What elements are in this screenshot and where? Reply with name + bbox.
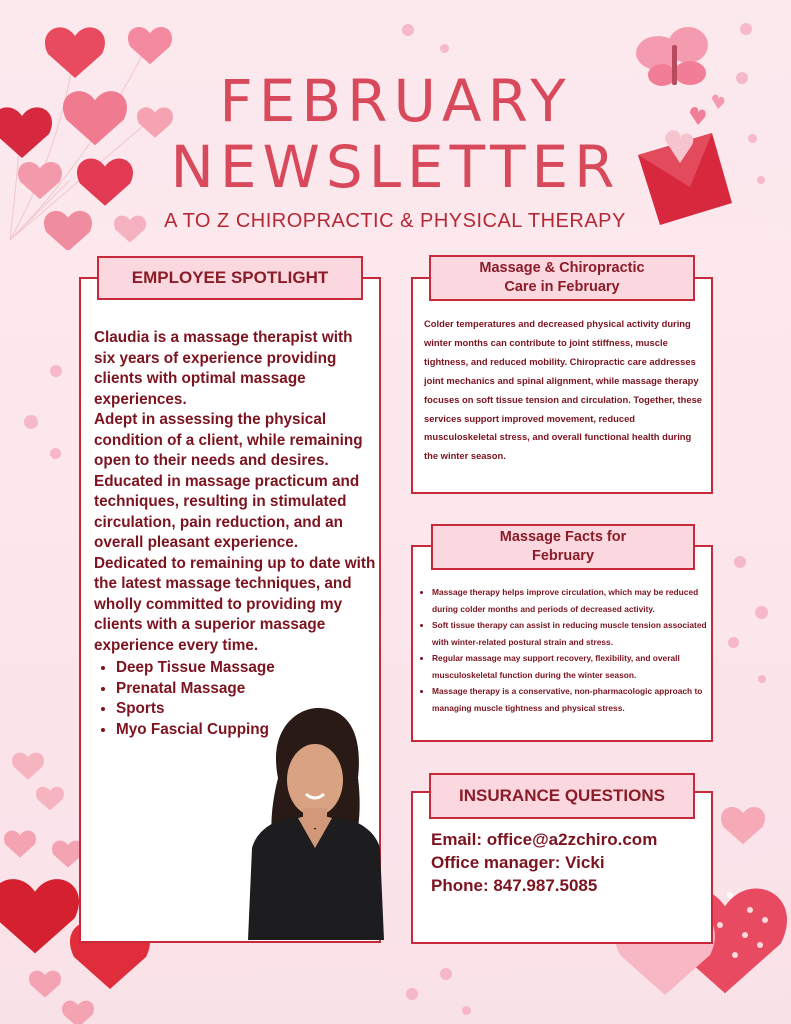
decor-dot — [50, 448, 61, 459]
fact-item: • Massage therapy helps improve circulation, which may be reduced during colder months and periods of decreased activity. — [432, 584, 710, 617]
decor-dot — [462, 1006, 471, 1015]
decor-dot — [728, 637, 739, 648]
bio-paragraph: Adept in assessing the physical condition of a client, while remaining open to their needs and desires. — [94, 411, 363, 469]
skill-item: • Myo Fascial Cupping — [116, 720, 376, 741]
bio-paragraph: Claudia is a massage therapist with six years of experience providing clients with optimal massage experiences. — [94, 329, 353, 408]
fact-item: • Regular massage may support recovery, flexibility, and overall musculoskeletal function during the winter season. — [432, 650, 710, 683]
insurance-heading: INSURANCE QUESTIONS — [429, 773, 695, 819]
decor-dot — [24, 415, 38, 429]
contact-manager: Office manager: Vicki — [431, 853, 605, 872]
decor-dot — [755, 606, 768, 619]
skill-item: • Deep Tissue Massage — [116, 658, 376, 679]
bio-paragraph: Dedicated to remaining up to date with the latest massage techniques, and wholly committed to providing my clients with a superior massage experience every time. — [94, 554, 376, 654]
fact-item: • Massage therapy is a conservative, non-pharmacologic approach to managing muscle tightness and physical stress. — [432, 683, 710, 716]
decor-dot — [50, 365, 62, 377]
insurance-contact — [431, 828, 701, 897]
newsletter-subtitle: A TO Z CHIROPRACTIC & PHYSICAL THERAPY — [164, 210, 626, 232]
skill-item: • Sports — [116, 699, 376, 720]
fact-item: • Soft tissue therapy can assist in reducing muscle tension associated with winter-related postural strain and stress. — [432, 617, 710, 650]
massage-facts-body — [420, 584, 710, 716]
massage-chiro-body: Colder temperatures and decreased physical activity during winter months can contribute to joint stiffness, muscle tightness, and reduced mobility. Chiropractic care addresses joint mechanics and spinal alignment, while massage therapy focuses on soft tissue tension and circulation. Together, these services support improved movement, reduced musculoskeletal stress, and overall functional health during the winter season. — [424, 318, 702, 462]
decor-dot — [734, 556, 746, 568]
bio-paragraph: Educated in massage practicum and techniques, resulting in stimulated circulation, pain reduction, and an overall pleasant experience. — [94, 472, 360, 551]
employee-bio — [94, 328, 376, 740]
heading-line: Care in February — [504, 279, 620, 295]
decor-dot — [440, 44, 449, 53]
decor-dot — [440, 968, 452, 980]
newsletter-title-line2: NEWSLETTER — [170, 133, 621, 201]
decor-dot — [402, 24, 414, 36]
skill-item: • Prenatal Massage — [116, 679, 376, 700]
massage-chiro-heading — [429, 255, 695, 301]
contact-phone[interactable]: Phone: 847.987.5085 — [431, 876, 598, 895]
heading-line: Massage Facts for — [499, 529, 627, 545]
contact-email[interactable]: Email: office@a2zchiro.com — [431, 830, 658, 849]
massage-facts-heading — [431, 524, 695, 570]
heading-line: February — [531, 548, 595, 564]
employee-photo — [238, 708, 388, 940]
heading-line: Massage & Chiropractic — [479, 260, 645, 276]
newsletter-title-line1: FEBRUARY — [219, 67, 572, 135]
employee-spotlight-heading: EMPLOYEE SPOTLIGHT — [97, 256, 363, 300]
decor-dot — [758, 675, 766, 683]
facts-list — [420, 584, 710, 716]
decor-dot — [406, 988, 418, 1000]
